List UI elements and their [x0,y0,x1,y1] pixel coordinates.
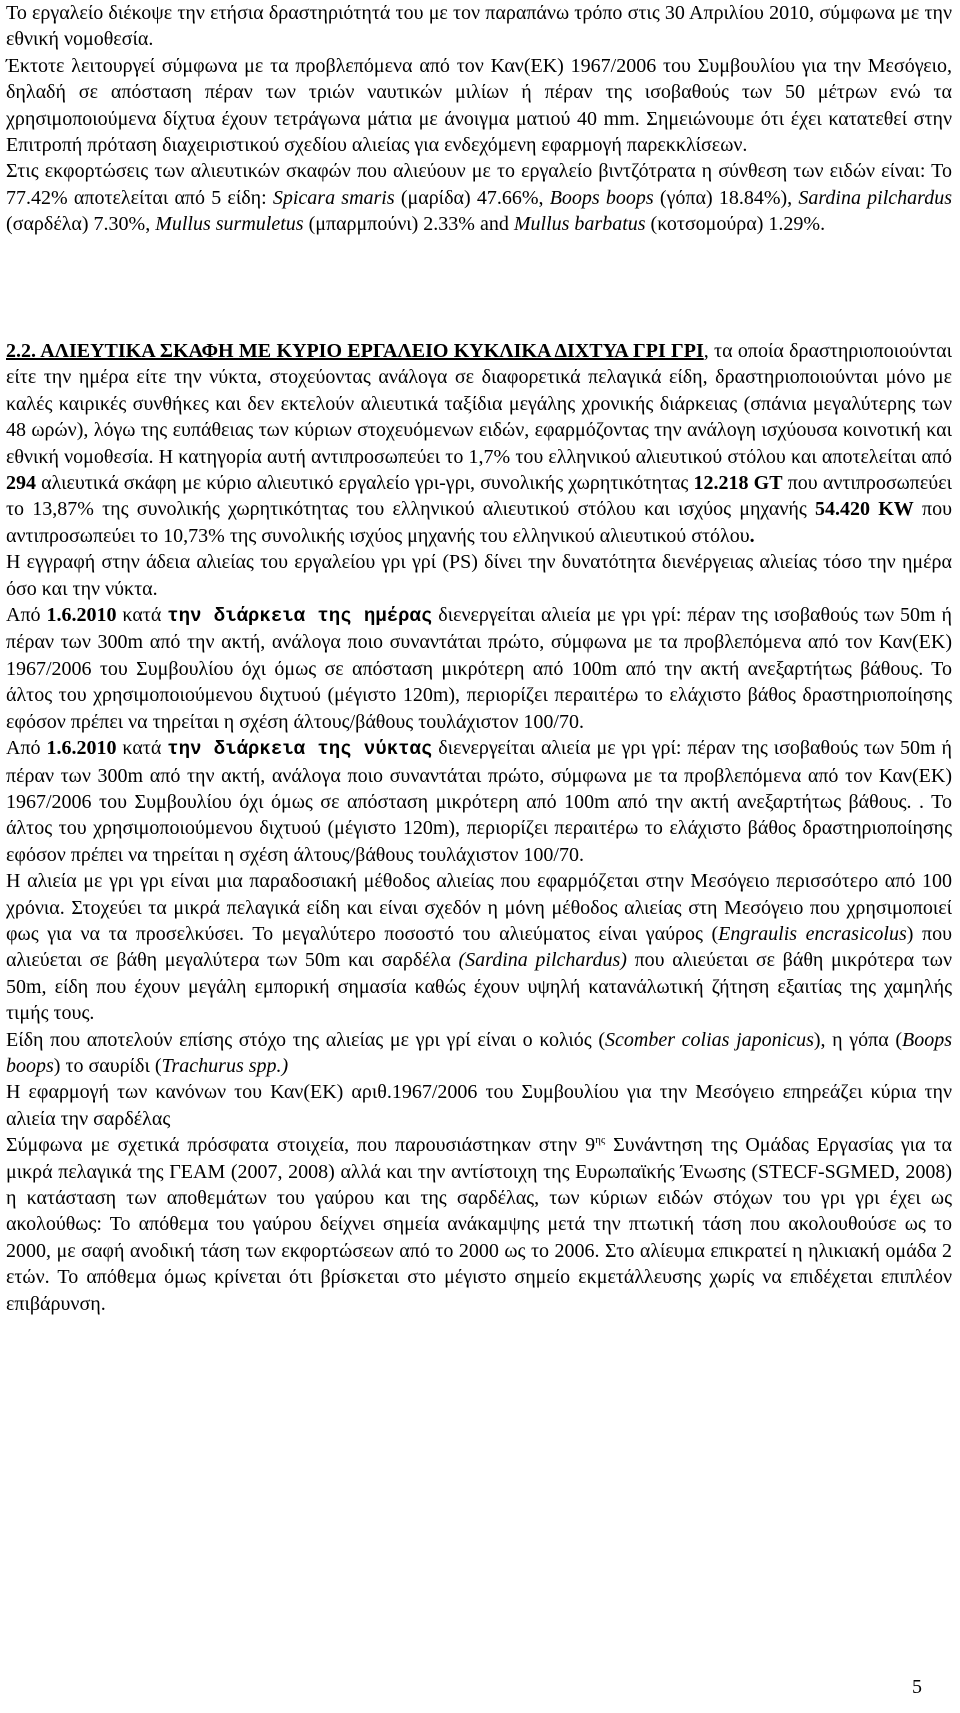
section-heading: 2.2. ΑΛΙΕΥΤΙΚΑ ΣΚΑΦΗ ΜΕ ΚΥΡΙΟ ΕΡΓΑΛΕΙΟ ΚΥΚΛΙΚΑ ΔΙΧΤΥΑ ΓΡΙ ΓΡΙ [6,340,704,362]
paragraph-stock-status: Σύμφωνα με σχετικά πρόσφατα στοιχεία, που παρουσιάστηκαν στην $9^{\eta\varsigma}$ Συνάντηση της Ομάδας Εργασίας για τα μικρά πελαγικά της ΓΕΑΜ (2007, 2008) αλλά και την αντίστοιχη της Ευρωπαϊκής Ένωσης (STECF-SGMED, 2008) η κατάσταση των αποθεμάτων του γαύρου και της σαρδέλας, των κύριων ειδών στόχων του γρι γρι έχει ως ακολούθως: Το απόθεμα του γαύρου δείχνει σημεία ανάκαμψης μετά την πτωτική τάση που ακολουθούσε ως το 2000, με σαφή ανοδική τάση των εκφορτώσεων από το 2000 ως το 2006. Στο αλίευμα επικρατεί η ηλικιακή ομάδα 2 ετών. Το απόθεμα όμως κρίνεται ότι βρίσκεται στο μέγιστο σημείο εκμετάλλευσης χωρίς να επιδέχεται επιπλέον επιβάρυνση. [6,1134,953,1315]
species-name: Boops boops [6,1028,952,1077]
paragraph-night-fishing: Από 1.6.2010 κατά την διάρκεια της νύκτας διενεργείται αλιεία με γρι γρί: πέραν της ισοβαθούς των 50m ή πέραν των 300m από την ακτή, ανάλογα ποιο συναντάται πρώτο, σύμφωνα με τα προβλεπόμενα από τον Καν(ΕΚ) 1967/2006 του Συμβουλίου όχι όμως σε απόσταση μικρότερη από 100m από την ακτή ανεξαρτήτως βάθους. . Το άλτος του χρησιμοποιούμενου διχτυού (μέγιστο 120m), περιορίζει περαιτέρω το ελάχιστο βάθος δραστηριοποίησης εφόσον πρέπει να τηρείται η σχέση άλτους/βάθους τουλάχιστον 100/70. [6,737,952,866]
paragraph-section-intro: 2.2. ΑΛΙΕΥΤΙΚΑ ΣΚΑΦΗ ΜΕ ΚΥΡΙΟ ΕΡΓΑΛΕΙΟ ΚΥΚΛΙΚΑ ΔΙΧΤΥΑ ΓΡΙ ΓΡΙ, τα οποία δραστηριοποιούνται είτε την ημέρα είτε την νύκτα, στοχεύοντας ανάλογα σε διαφορετικά πελαγικά είδη, δραστηριοποιούνται μόνο με καλές καιρικές συνθήκες και δεν εκτελούν αλιευτικά ταξίδια μεγάλης χρονικής διάρκειας (σπάνια μεγαλύτερης των 48 ωρών), λόγω της ευπάθειας των κύριων στοχευόμενων ειδών, εφαρμόζοντας την ανάλογη ισχύουσα κοινοτική και εθνική νομοθεσία. Η κατηγορία αυτή αντιπροσωπεύει το 1,7% του ελληνικού αλιευτικού στόλου και αποτελείται από 294 αλιευτικά σκάφη με κύριο αλιευτικό εργαλείο γρι-γρι, συνολικής χωρητικότητας 12.218 GT που αντιπροσωπεύει το 13,87% της συνολικής χωρητικότητας του ελληνικού αλιευτικού στόλου και ισχύος μηχανής 54.420 KW που αντιπροσωπεύει το 10,73% της συνολικής ισχύος μηχανής του ελληνικού αλιευτικού στόλου. [6,340,953,547]
species-name: Scomber colias japonicus [605,1028,814,1051]
paragraph-regulation-compliance: Έκτοτε λειτουργεί σύμφωνα με τα προβλεπόμενα από τον Καν(ΕΚ) 1967/2006 του Συμβουλίου για την Μεσόγειο, δηλαδή σε απόσταση πέραν των τριών ναυτικών μιλίων ή πέραν της ισοβαθούς των 50 μέτρων ενώ τα χρησιμοποιούμενα δίχτυα έχουν τετράγωνα μάτια με άνοιγμα ματιού 40 mm. Σημειώνουμε ότι έχει κατατεθεί στην Επιτροπή πρόταση διαχειριστικού σχεδίου αλιείας για ενδεχόμενη εφαρμογή παρεκκλίσεων. [6,54,952,157]
species-name: Boops boops [549,186,654,209]
date: 1.6.2010 [46,604,117,627]
emphasis-phrase: την διάρκεια της ημέρας [167,605,433,628]
species-name: Mullus barbatus [513,213,646,236]
paragraph-license: Η εγγραφή στην άδεια αλιείας του εργαλείου γρι γρί (PS) δίνει την δυνατότητα διενέργειας αλιείας τόσο την ημέρα όσο και την νύκτα. [6,551,952,600]
paragraph-regulation-impact: Η εφαρμογή των κανόνων του Καν(ΕΚ) αριθ.1967/2006 του Συμβουλίου για την Μεσόγειο επηρεάζει κύρια την αλιεία την σαρδέλας [6,1081,952,1130]
paragraph-tool-suspension: Το εργαλείο διέκοψε την ετήσια δραστηριότητά του με τον παραπάνω τρόπο στις 30 Απριλίου 2010, σύμφωνα με την εθνική νομοθεσία. [6,2,952,51]
emphasis-phrase: την διάρκεια της νύκτας [167,738,433,761]
species-name: Mullus surmuletus [155,213,304,236]
page-number: 5 [912,1676,922,1698]
species-name: Engraulis encrasicolus [718,922,907,945]
paragraph-landings-composition: Στις εκφορτώσεις των αλιευτικών σκαφών που αλιεύουν με το εργαλείο βιντζότρατα η σύνθεση των ειδών είναι: Το 77.42% αποτελείται από 5 είδη: Spicara smaris (μαρίδα) 47.66%, Boops boops (γόπα) 18.84%), Sardina pilchardus (σαρδέλα) 7.30%, Mullus surmuletus (μπαρμπούνι) 2.33% and Mullus barbatus (κοτσομούρα) 1.29%. [6,160,952,236]
species-name: Trachurus spp.) [161,1054,289,1077]
species-name: Sardina pilchardus [798,186,952,209]
text-block-top [6,0,952,238]
ordinal-suffix: ης [595,1134,606,1147]
gross-tonnage: 12.218 GT [693,472,783,495]
text-block-section [6,338,952,1317]
engine-power: 54.420 KW [814,498,914,521]
vessel-count: 294 [6,472,36,495]
paragraph-purse-seine-method: Η αλιεία με γρι γρι είναι μια παραδοσιακή μέθοδος αλιείας που εφαρμόζεται στην Μεσόγειο περισσότερο από 100 χρόνια. Στοχεύει τα μικρά πελαγικά είδη και είναι σχεδόν η μόνη μέθοδος αλιείας στη Μεσόγειο που χρησιμοποιεί φως για να τα προσελκύσει. Το μεγαλύτερο ποσοστό του αλιεύματος είναι γαύρος (Engraulis encrasicolus) που αλιεύεται σε βάθη μεγαλύτερα των 50m και σαρδέλα (Sardina pilchardus) που αλιεύεται σε βάθη μικρότερα των 50m, είδη που έχουν μεγάλη εμπορική σημασία καθώς έχουν υψηλή κατανάλωτική ζήτηση εξαιτίας της χαμηλής τιμής τους. [6,870,952,1025]
paragraph-target-species: Είδη που αποτελούν επίσης στόχο της αλιείας με γρι γρί είναι ο κολιός (Scomber colias japonicus), η γόπα (Boops boops) το σαυρίδι (Trachurus spp.) [6,1028,952,1077]
paragraph-day-fishing: Από 1.6.2010 κατά την διάρκεια της ημέρας διενεργείται αλιεία με γρι γρί: πέραν της ισοβαθούς των 50m ή πέραν των 300m από την ακτή, ανάλογα ποιο συναντάται πρώτο, σύμφωνα με τα προβλεπόμενα από τον Καν(ΕΚ) 1967/2006 του Συμβουλίου όχι όμως σε απόσταση μικρότερη από 100m από την ακτή ανεξαρτήτως βάθους. Το άλτος του χρησιμοποιούμενου διχτυού (μέγιστο 120m), περιορίζει περαιτέρω το ελάχιστο βάθος δραστηριοποίησης εφόσον πρέπει να τηρείται η σχέση άλτους/βάθους τουλάχιστον 100/70. [6,604,952,733]
species-name: Spicara smaris [272,186,395,209]
species-name: (Sardina pilchardus) [458,949,627,972]
date: 1.6.2010 [46,737,117,760]
